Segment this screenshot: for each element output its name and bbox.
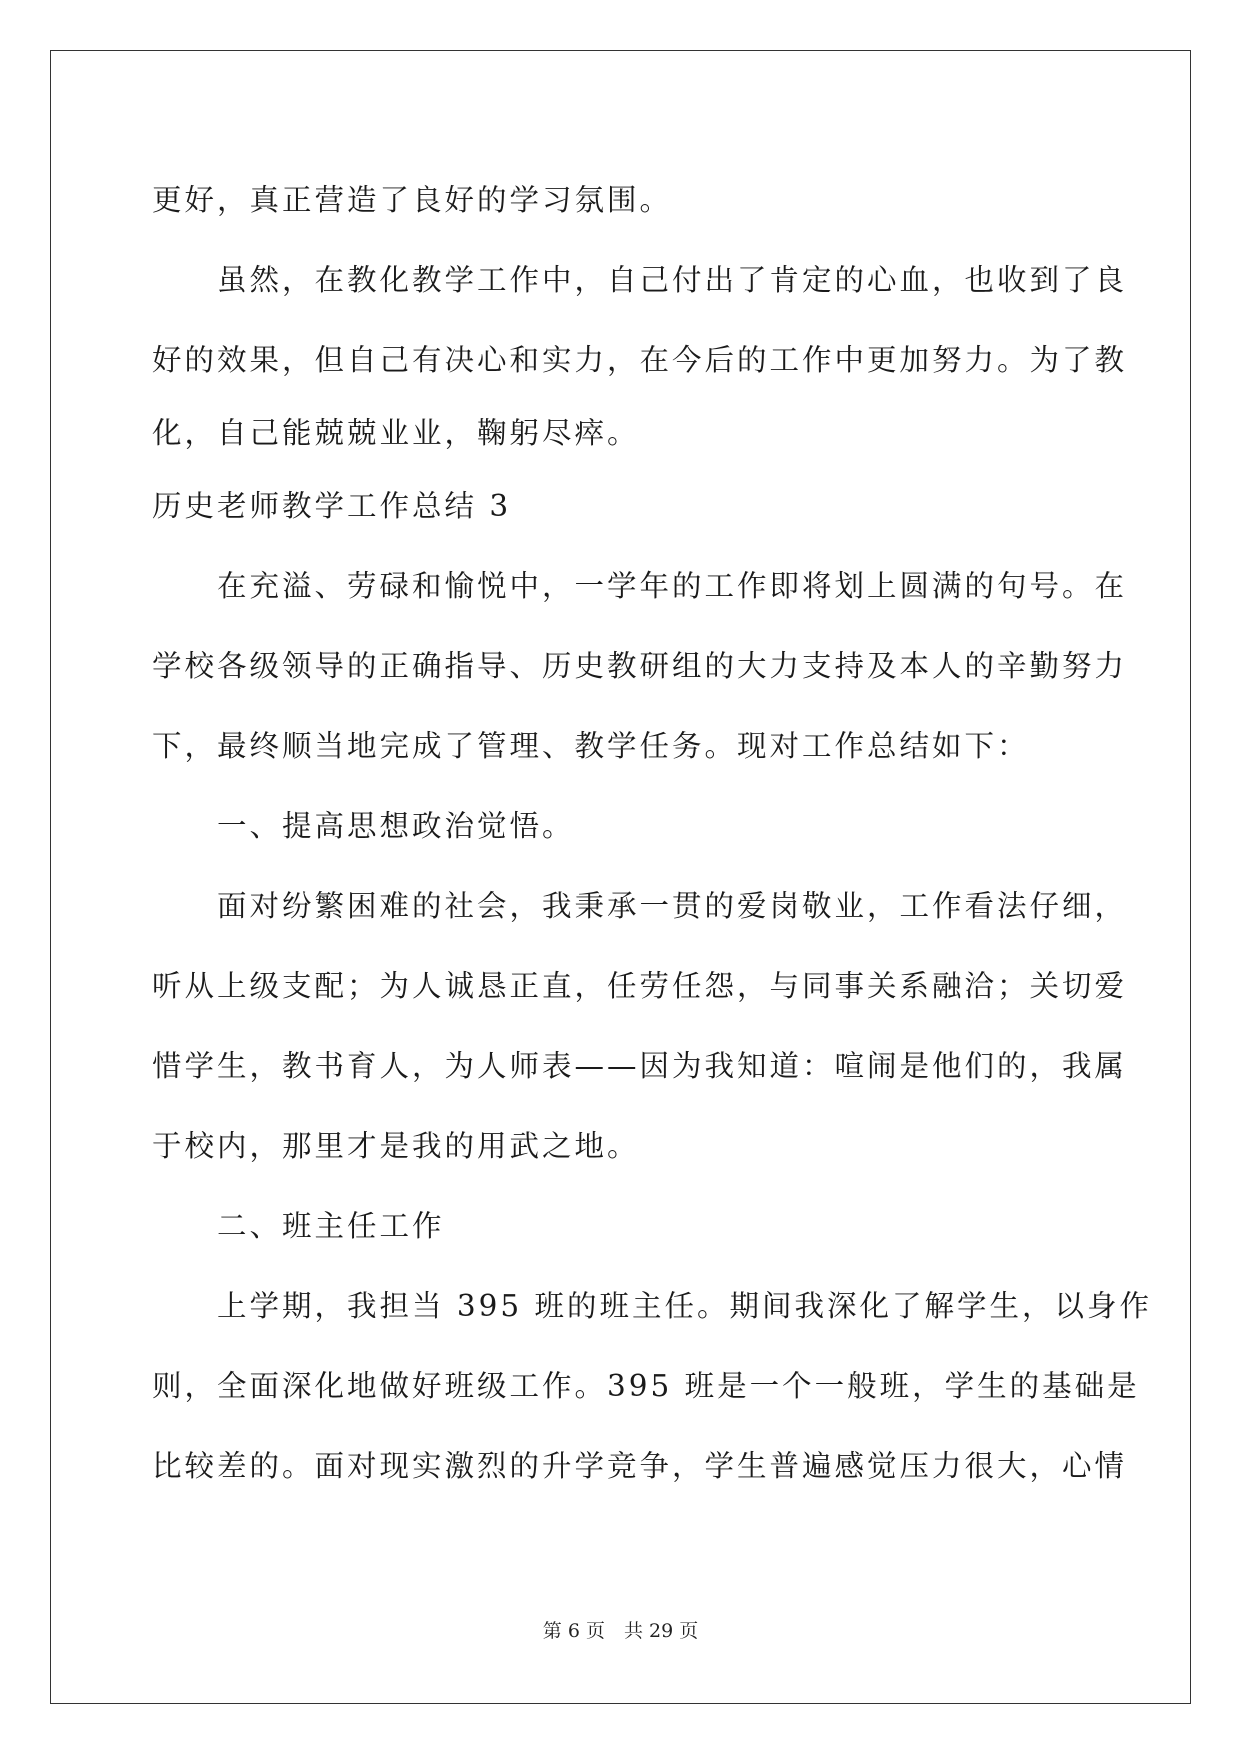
text-line: 比较差的。面对现实激烈的升学竞争，学生普遍感觉压力很大，心情 <box>152 1449 1128 1483</box>
text-line: 在充溢、劳碌和愉悦中，一学年的工作即将划上圆满的句号。在 <box>152 569 1128 603</box>
text-line: 学校各级领导的正确指导、历史教研组的大力支持及本人的辛勤努力 <box>152 649 1128 683</box>
document-body <box>152 160 1153 1506</box>
text-line: 惜学生，教书育人，为人师表——因为我知道：喧闹是他们的，我属 <box>152 1049 1128 1083</box>
text-line: 听从上级支配；为人诚恳正直，任劳任怨，与同事关系融洽；关切爱 <box>152 969 1128 1003</box>
text-line: 虽然，在教化教学工作中，自己付出了肯定的心血，也收到了良 <box>152 263 1128 297</box>
text-line: 好的效果，但自己有决心和实力，在今后的工作中更加努力。为了教 <box>152 343 1128 377</box>
subheading: 一、提高思想政治觉悟。 <box>152 809 575 843</box>
text-line: 面对纷繁困难的社会，我秉承一贯的爱岗敬业，工作看法仔细， <box>152 889 1128 923</box>
text-line: 于校内，那里才是我的用武之地。 <box>152 1129 640 1163</box>
subheading: 二、班主任工作 <box>152 1209 445 1243</box>
page-number-footer: 第 6 页 共 29 页 <box>542 1620 699 1642</box>
text-line: 更好，真正营造了良好的学习氛围。 <box>152 183 673 217</box>
section-heading: 历史老师教学工作总结 3 <box>152 489 512 523</box>
text-line: 则，全面深化地做好班级工作。395 班是一个一般班，学生的基础是 <box>152 1369 1140 1403</box>
text-line: 上学期，我担当 395 班的班主任。期间我深化了解学生，以身作 <box>152 1289 1153 1323</box>
text-line: 化，自己能兢兢业业，鞠躬尽瘁。 <box>152 416 640 450</box>
text-line: 下，最终顺当地完成了管理、教学任务。现对工作总结如下： <box>152 729 1030 763</box>
